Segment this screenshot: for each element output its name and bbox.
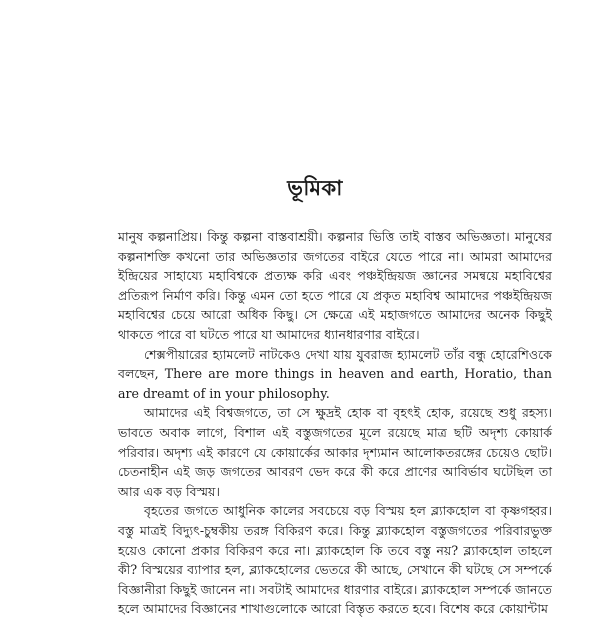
page-title: ভূমিকা [287, 175, 343, 200]
paragraph-4: বৃহতের জগতে আধুনিক কালের সবচেয়ে বড় বিস্ময় হল ব্ল্যাকহোল বা কৃষ্ণগহ্বর। বস্তু মাত্রই বিদ্যুৎ-চুম্বকীয় তরঙ্গ বিকিরণ করে। কিন্তু ব্ল্যাকহোল বস্তুজগতের পরিবারভুক্ত হয়েও কোনো প্রকার বিকিরণ করে না। ব্ল্যাকহোল কি তবে বস্তু নয়? ব্ল্যাকহোল তাহলে কী? বিস্ময়ের ব্যাপার হল, ব্ল্যাকহোলের ভেতরে কী আছে, সেখানে কী ঘটছে সে সম্পর্কে বিজ্ঞানীরা কিছুই জানেন না। সবটাই আমাদের ধারণার বাইরে। ব্ল্যাকহোল সম্পর্কে জানতে হলে আমাদের বিজ্ঞানের শাখাগুলোকে আরো বিস্তৃত করতে হবে। বিশেষ করে কোয়ান্টাম [118, 503, 552, 617]
paragraph-3: আমাদের এই বিশ্বজগতে, তা সে ক্ষুদ্রই হোক বা বৃহৎই হোক, রয়েছে শুধু রহস্য। ভাবতে অবাক লাগে, বিশাল এই বস্তুজগতের মূলে রয়েছে মাত্র ছটি অদৃশ্য কোয়ার্ক পরিবার। অদৃশ্য এই কারণে যে কোয়ার্কের আকার দৃশ্যমান আলোকতরঙ্গের চেয়েও ছোট। চেতনাহীন এই জড় জগতের আবরণ ভেদ করে কী করে প্রাণের আবির্ভাব ঘটেছিল তা আর এক বড় বিস্ময়। [118, 405, 552, 499]
paragraph-1: মানুষ কল্পনাপ্রিয়। কিন্তু কল্পনা বাস্তবাশ্রয়ী। কল্পনার ভিত্তি তাই বাস্তব অভিজ্ঞতা। মানুষের কল্পনাশক্তি কখনো তার অভিজ্ঞতার জগতের বাইরে যেতে পারে না। আমরা আমাদের ইন্দ্রিয়ের সাহায্যে মহাবিশ্বকে প্রত্যক্ষ করি এবং পঞ্চইন্দ্রিয়জ জ্ঞানের সমন্বয়ে মহাবিশ্বের প্রতিরূপ নির্মাণ করি। কিন্তু এমন তো হতে পারে যে প্রকৃত মহাবিশ্ব আমাদের পঞ্চইন্দ্রিয়জ মহাবিশ্বের চেয়ে আরো অধিক কিছু। সে ক্ষেত্রে এই মহাজগতে আমাদের অনেক কিছুই থাকতে পারে বা ঘটতে পারে যা আমাদের ধ্যানধারণার বাইরে। [118, 229, 552, 342]
paragraph-2: শেক্সপীয়ারের হ্যামলেট নাটকেও দেখা যায় যুবরাজ হ্যামলেট তাঁর বন্ধু হোরেশিওকে বলছেন, There are more things in heaven and earth, Horatio, than are dreamt of in your philosophy. [118, 346, 552, 401]
page-body [118, 227, 552, 619]
